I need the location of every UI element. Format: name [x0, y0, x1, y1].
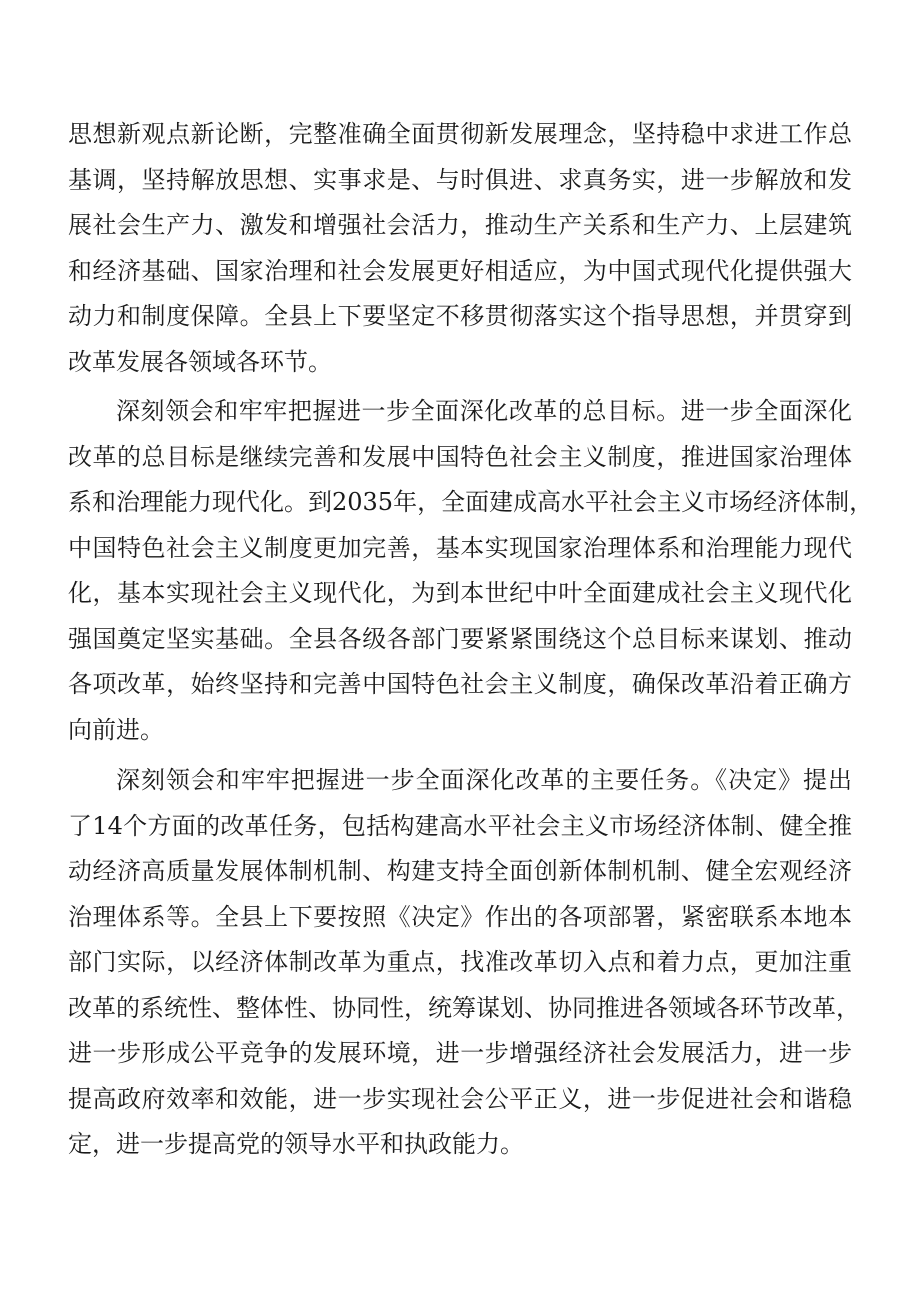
text-line: 化，基本实现社会主义现代化，为到本世纪中叶全面建成社会主义现代化 [68, 579, 852, 607]
text-line: 强国奠定坚实基础。全县各级各部门要紧紧围绕这个总目标来谋划、推动 [68, 624, 852, 653]
text-line: 改革的总目标是继续完善和发展中国特色社会主义制度，推进国家治理体 [68, 442, 852, 471]
text-line: 深刻领会和牢牢把握进一步全面深化改革的主要任务。《决定》提出 [116, 766, 852, 794]
text-line: 提高政府效率和效能，进一步实现社会公平正义，进一步促进社会和谐稳 [68, 1084, 852, 1113]
paragraph-guiding-thought [68, 112, 852, 385]
text-line: 动经济高质量发展体制机制、构建支持全面创新体制机制、健全宏观经济 [68, 857, 852, 885]
text-line: 了14个方面的改革任务，包括构建高水平社会主义市场经济体制、健全推 [68, 811, 852, 840]
text-line: 各项改革，始终坚持和完善中国特色社会主义制度，确保改革沿着正确方 [68, 670, 852, 698]
text-line: 基调，坚持解放思想、实事求是、与时俱进、求真务实，进一步解放和发 [68, 165, 852, 194]
text-line: 治理体系等。全县上下要按照《决定》作出的各项部署，紧密联系本地本 [68, 902, 852, 931]
text-line: 和经济基础、国家治理和社会发展更好相适应，为中国式现代化提供强大 [68, 256, 852, 285]
text-line: 向前进。 [68, 715, 164, 744]
text-line: 改革的系统性、整体性、协同性，统筹谋划、协同推进各领域各环节改革， [68, 993, 860, 1022]
text-line: 部门实际，以经济体制改革为重点，找准改革切入点和着力点，更加注重 [68, 948, 852, 976]
text-line: 动力和制度保障。全县上下要坚定不移贯彻落实这个指导思想，并贯穿到 [68, 302, 852, 330]
text-line: 思想新观点新论断，完整准确全面贯彻新发展理念，坚持稳中求进工作总 [68, 120, 852, 148]
text-line: 中国特色社会主义制度更加完善，基本实现国家治理体系和治理能力现代 [68, 533, 852, 562]
text-line: 系和治理能力现代化。到2035年，全面建成高水平社会主义市场经济体制， [68, 488, 874, 516]
text-line: 定，进一步提高党的领导水平和执政能力。 [68, 1130, 524, 1158]
text-line: 展社会生产力、激发和增强社会活力，推动生产关系和生产力、上层建筑 [68, 211, 852, 239]
text-line: 改革发展各领域各环节。 [68, 347, 332, 376]
text-line: 深刻领会和牢牢把握进一步全面深化改革的总目标。进一步全面深化 [116, 397, 852, 425]
paragraph-overall-goal [68, 389, 874, 753]
text-line: 进一步形成公平竞争的发展环境，进一步增强经济社会发展活力，进一步 [68, 1039, 852, 1067]
paragraph-main-tasks [68, 758, 860, 1168]
